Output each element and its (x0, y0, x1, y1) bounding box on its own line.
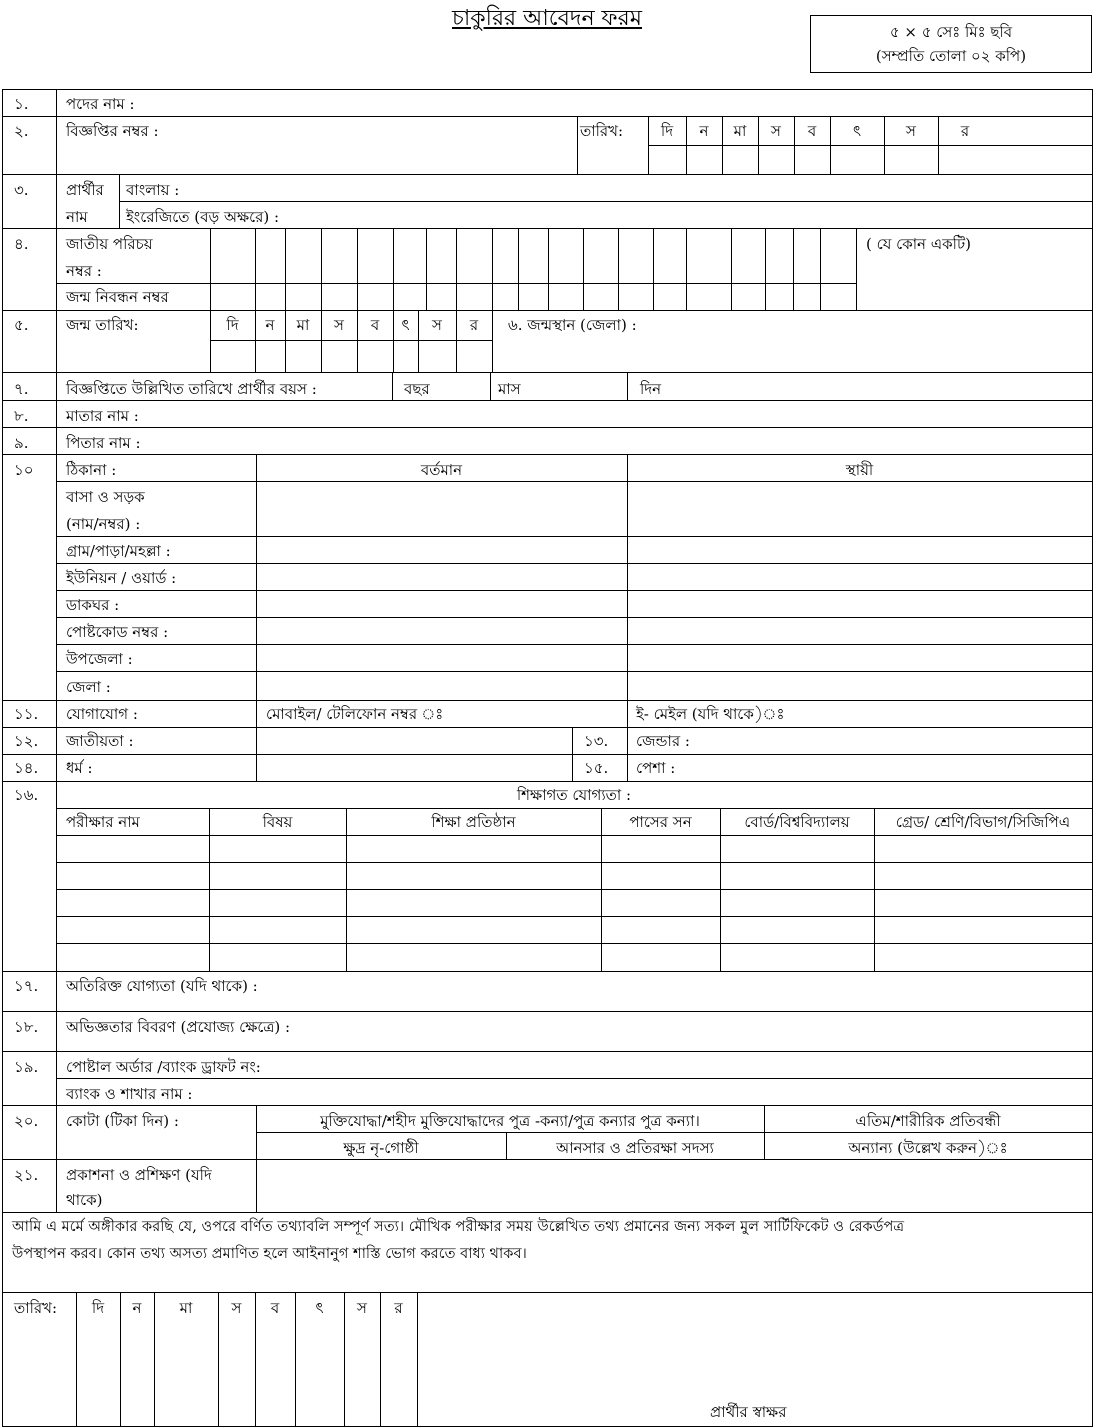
table-rule (572, 727, 573, 782)
row-number: ১৮. (14, 1018, 39, 1036)
footer-date-letter: ৎ (315, 1299, 324, 1317)
advertisement-date-label: তারিখ: (580, 122, 624, 140)
photo-copies-text: (সম্প্রতি তোলা ০২ কপি) (875, 47, 1027, 65)
row-number: ১৭. (14, 977, 39, 995)
gender-label: জেন্ডার : (636, 732, 690, 750)
row-number: ২০. (14, 1112, 39, 1130)
table-rule (417, 1292, 418, 1427)
union-label: ইউনিয়ন / ওয়ার্ড : (66, 569, 177, 587)
table-rule (2, 1292, 1093, 1293)
table-rule (2, 781, 1093, 782)
table-rule (548, 228, 549, 311)
publication-training-label-2: থাকে) (66, 1191, 103, 1209)
birth-date-letter: স (432, 316, 442, 334)
birth-date-letter: স (334, 316, 344, 334)
name-bangla-label: বাংলায় : (126, 181, 180, 199)
row-number: ৯. (14, 434, 29, 452)
upazila-label: উপজেলা : (66, 650, 133, 668)
row-number: ৫. (14, 316, 29, 334)
birth-date-letter: ব (370, 316, 380, 334)
occupation-label: পেশা : (636, 759, 676, 777)
age-year-label: বছর (404, 380, 430, 398)
table-rule (2, 971, 1093, 972)
row-number: ৩. (14, 181, 29, 199)
table-rule (256, 1132, 1093, 1133)
table-rule (2, 174, 1093, 175)
footer-date-letter: মা (179, 1299, 193, 1317)
table-rule (256, 454, 257, 701)
table-rule (793, 228, 794, 311)
advertisement-date-letter: মা (733, 122, 747, 140)
religion-label: ধর্ম : (66, 759, 93, 777)
candidate-name-label-2: নাম (66, 208, 88, 226)
row-number: ১৪. (14, 759, 39, 777)
education-column-header: বোর্ড/বিশ্ববিদ্যালয় (744, 813, 850, 831)
advertisement-number-label: বিজ্ঞপ্তির নম্বর : (66, 122, 159, 140)
row-number: ১৯. (14, 1058, 39, 1076)
table-rule (874, 808, 875, 972)
table-rule (255, 228, 256, 311)
education-column-header: শিক্ষা প্রতিষ্ঠান (431, 813, 516, 831)
footer-date-letter: স (357, 1299, 367, 1317)
education-column-header: পাসের সন (629, 813, 692, 831)
present-address-header: বর্তমান (420, 461, 463, 479)
table-rule (618, 228, 619, 311)
table-rule (577, 116, 578, 175)
table-rule (731, 228, 732, 311)
birth-date-letter: র (469, 316, 479, 334)
table-rule (456, 228, 457, 311)
nid-label: জাতীয় পরিচয় (66, 235, 153, 253)
table-rule (2, 372, 1093, 373)
footer-date-letter: ন (132, 1299, 142, 1317)
quota-label: কোটা (টিকা দিন) : (66, 1112, 179, 1130)
row-number: ২১. (14, 1166, 39, 1184)
table-rule (1092, 89, 1093, 1427)
birth-registration-label: জন্ম নিবন্ধন নম্বর (66, 288, 169, 306)
table-rule (56, 1078, 1093, 1079)
footer-date-label: তারিখ: (14, 1299, 58, 1317)
table-rule (653, 228, 654, 311)
advertisement-date-letter: দি (660, 122, 674, 140)
table-rule (765, 228, 766, 311)
any-one-note: ( যে কোন একটি) (866, 235, 971, 253)
form-title: চাকুরির আবেদন ফরম (452, 6, 642, 31)
table-rule (2, 700, 1093, 701)
table-rule (2, 727, 1093, 728)
table-rule (2, 1426, 1093, 1427)
age-label: বিজ্ঞপ্তিতে উল্লিখিত তারিখে প্রার্থীর বয়স : (66, 380, 317, 398)
quota-ethnic-minority: ক্ষুদ্র নৃ-গোষ্ঠী (343, 1139, 419, 1157)
table-rule (2, 1159, 1093, 1160)
row-number: ১. (14, 95, 29, 113)
row-number: ১২. (14, 732, 39, 750)
permanent-address-header: স্থায়ী (845, 461, 874, 479)
birth-date-letter: ৎ (401, 316, 410, 334)
table-rule (627, 700, 628, 782)
table-rule (56, 590, 1093, 591)
footer-date-letter: ব (270, 1299, 280, 1317)
table-rule (56, 536, 1093, 537)
table-rule (56, 617, 1093, 618)
birth-date-label: জন্ম তারিখ: (66, 316, 139, 334)
table-rule (119, 201, 1093, 202)
table-rule (56, 671, 1093, 672)
mobile-label: মোবাইল/ টেলিফোন নম্বর ঃ (266, 705, 444, 723)
row-number: ১১. (14, 705, 39, 723)
row-number: ১৬. (14, 786, 39, 804)
table-rule (56, 862, 1093, 863)
table-rule (392, 372, 393, 401)
postcode-label: পোষ্টকোড নম্বর : (66, 623, 169, 641)
table-rule (518, 228, 519, 311)
experience-label: অভিজ্ঞতার বিবরণ (প্রযোজ্য ক্ষেত্রে) : (66, 1018, 291, 1036)
row-number: ২. (14, 122, 29, 140)
advertisement-date-letter: স (771, 122, 781, 140)
declaration-line-2: উপস্থাপন করব। কোন তথ্য অসত্য প্রমাণিত হলে আইনানুগ শাস্তি ভোগ করতে বাধ্য থাকব। (12, 1245, 527, 1262)
declaration-line-1: আমি এ মর্মে অঙ্গীকার করছি যে, ওপরে বর্ণিত তথ্যাবলি সম্পূর্ণ সত্য। মৌখিক পরীক্ষার সময় উল্লেখিত তথ্য প্রমানের জন্য সকল মুল সার্টিফিকেট ও রেকর্ডপত্র (12, 1218, 905, 1235)
birth-date-letter: দি (226, 316, 239, 334)
post-office-label: ডাকঘর : (66, 596, 120, 614)
table-rule (648, 145, 1093, 146)
row-number: ১০ (14, 461, 34, 479)
age-day-label: দিন (640, 380, 662, 398)
house-road-label-2: (নাম/নম্বর) : (66, 515, 141, 533)
table-rule (820, 228, 821, 311)
table-rule (2, 400, 1093, 401)
table-rule (56, 943, 1093, 944)
table-rule (2, 1011, 1093, 1012)
table-rule (56, 808, 1093, 809)
education-column-header: গ্রেড/ শ্রেণি/বিভাগ/সিজিপিএ (895, 813, 1071, 831)
row-number: ৪. (14, 235, 29, 253)
table-rule (357, 228, 358, 311)
table-rule (627, 372, 628, 401)
row-number: ১৫. (584, 759, 609, 777)
education-title: শিক্ষাগত যোগ্যতা : (516, 786, 632, 804)
father-name-label: পিতার নাম : (66, 434, 141, 452)
email-label: ই- মেইল (যদি থাকে)ঃ (636, 705, 785, 723)
table-rule (56, 916, 1093, 917)
publication-training-label: প্রকাশনা ও প্রশিক্ষণ (যদি (66, 1166, 212, 1184)
row-number: ১৩. (584, 732, 609, 750)
quota-others: অন্যান্য (উল্লেখ করুন)ঃ (848, 1139, 1008, 1157)
table-rule (56, 481, 1093, 482)
table-rule (2, 427, 1093, 428)
bank-branch-label: ব্যাংক ও শাখার নাম : (66, 1085, 193, 1103)
nid-label-2: নম্বর : (66, 262, 102, 280)
photo-size-text: ৫ × ৫ সেঃ মিঃ ছবি (889, 23, 1013, 41)
table-rule (2, 1212, 1093, 1213)
table-rule (346, 808, 347, 972)
table-rule (492, 228, 493, 311)
table-rule (490, 372, 491, 401)
education-column-header: পরীক্ষার নাম (66, 813, 140, 831)
table-rule (210, 340, 493, 341)
candidate-name-label: প্রার্থীর (66, 181, 104, 199)
quota-freedom-fighter: মুক্তিযোদ্ধা/শহীদ মুক্তিযোদ্ধাদের পুত্র -কন্যা/পুত্র কন্যার পুত্র কন্যা। (320, 1112, 700, 1130)
table-rule (393, 228, 394, 311)
table-rule (56, 89, 57, 1213)
age-month-label: মাস (498, 380, 521, 398)
table-rule (492, 310, 493, 373)
candidate-signature-label: প্রার্থীর স্বাক্ষর (710, 1403, 787, 1421)
table-rule (2, 1105, 1093, 1106)
table-rule (720, 808, 721, 972)
table-rule (56, 889, 1093, 890)
table-rule (856, 228, 857, 311)
table-rule (2, 1051, 1093, 1052)
advertisement-date-letter: ৎ (852, 122, 862, 140)
table-rule (56, 563, 1093, 564)
row-number: ৭. (14, 380, 29, 398)
education-column-header: বিষয় (262, 813, 293, 831)
advertisement-date-letter: ন (699, 122, 709, 140)
birth-date-letter: মা (296, 316, 310, 334)
advertisement-date-letter: র (960, 122, 970, 140)
table-rule (209, 808, 210, 972)
quota-ansar-vdp: আনসার ও প্রতিরক্ষা সদস্য (556, 1139, 714, 1157)
mother-name-label: মাতার নাম : (66, 407, 139, 425)
advertisement-date-letter: স (906, 122, 916, 140)
table-rule (2, 89, 1093, 90)
table-rule (56, 283, 857, 284)
birth-date-letter: ন (265, 316, 275, 334)
footer-date-letter: র (394, 1299, 403, 1317)
photo-box (810, 15, 1092, 73)
quota-orphan-disabled: এতিম/শারীরিক প্রতিবন্ধী (855, 1112, 1001, 1130)
birthplace-label: ৬. জন্মস্থান (জেলা) : (508, 316, 637, 334)
table-rule (2, 116, 1093, 117)
table-rule (56, 644, 1093, 645)
row-number: ৮. (14, 407, 29, 425)
address-label: ঠিকানা : (66, 461, 117, 479)
table-rule (627, 454, 628, 701)
table-rule (2, 89, 3, 1427)
village-label: গ্রাম/পাড়া/মহল্লা : (66, 542, 171, 560)
table-rule (285, 228, 286, 311)
table-rule (426, 228, 427, 311)
table-rule (256, 700, 257, 782)
nationality-label: জাতীয়তা : (66, 732, 134, 750)
table-rule (601, 808, 602, 972)
table-rule (583, 228, 584, 311)
post-name-label: পদের নাম : (66, 95, 135, 113)
table-rule (2, 454, 1093, 455)
additional-qualification-label: অতিরিক্ত যোগ্যতা (যদি থাকে) : (66, 977, 258, 995)
table-rule (686, 228, 687, 311)
contact-label: যোগাযোগ : (66, 705, 138, 723)
postal-order-label: পোষ্টাল অর্ডার /ব্যাংক ড্রাফট নং: (66, 1058, 261, 1076)
footer-date-letter: স (231, 1299, 242, 1317)
district-label: জেলা : (66, 678, 111, 696)
table-rule (321, 228, 322, 311)
table-rule (210, 228, 211, 311)
table-rule (56, 835, 1093, 836)
house-road-label: বাসা ও সড়ক (66, 488, 145, 506)
table-rule (2, 754, 1093, 755)
advertisement-date-letter: ব (807, 122, 817, 140)
footer-date-letter: দি (91, 1299, 105, 1317)
name-english-label: ইংরেজিতে (বড় অক্ষরে) : (126, 208, 280, 226)
